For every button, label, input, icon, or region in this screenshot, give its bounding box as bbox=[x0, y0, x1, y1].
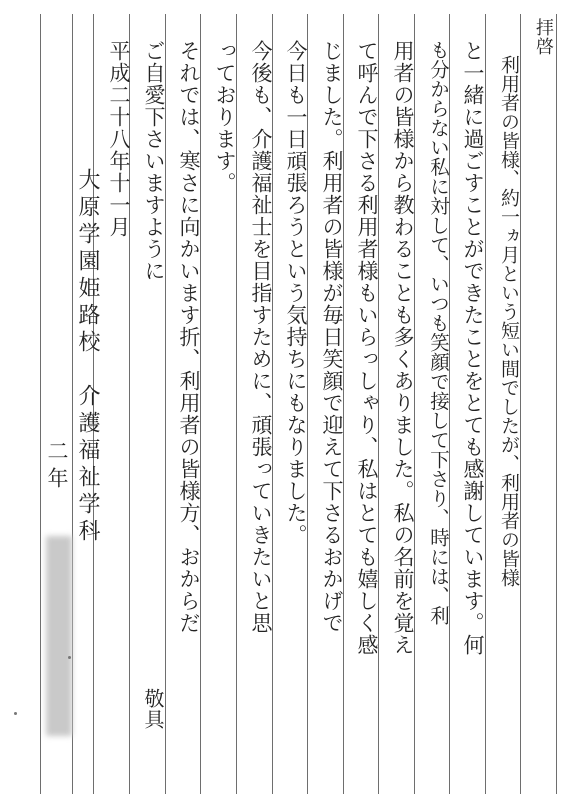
paper-speck bbox=[14, 712, 17, 715]
letter-line: と一緒に過ごすことができたことをとても感謝しています。何 bbox=[461, 40, 485, 656]
letter-line: 今後も、介護福祉士を目指すために、頑張っていきたいと思 bbox=[249, 40, 273, 634]
letter-line: 今日も一日頑張ろうという気持ちにもなりました。 bbox=[284, 40, 308, 546]
paper-speck bbox=[68, 656, 71, 659]
letter-line: 利用者の皆様、約一ヵ月という短い間でしたが、利用者の皆様 bbox=[498, 55, 520, 587]
opening-greeting: 拝啓 bbox=[533, 18, 554, 56]
student-grade: 二年 bbox=[45, 440, 69, 494]
letter-line: も分からない私に対して、いつも笑顔で接して下さり、時には、利 bbox=[427, 40, 450, 625]
letter-date: 平成二十八年十一月 bbox=[107, 40, 131, 238]
rule-line bbox=[556, 14, 557, 794]
letter-line: っております。 bbox=[213, 40, 237, 194]
school-name: 大原学園姫路校 介護福祉学科 bbox=[75, 168, 100, 546]
letter-line: それでは、寒さに向かいます折、利用者の皆様方、おからだ bbox=[177, 40, 201, 634]
letter-line: 用者の皆様から教わることも多くありました。私の名前を覚え bbox=[391, 40, 415, 656]
rule-line bbox=[72, 14, 73, 794]
letter-line: て呼んで下さる利用者様もいらっしゃり、私はとても嬉しく感 bbox=[355, 40, 379, 656]
closing-remark: 敬具 bbox=[141, 688, 165, 730]
rule-line bbox=[40, 14, 41, 794]
letter-line: じました。利用者の皆様が毎日笑顔で迎えて下さるおかげで bbox=[320, 40, 344, 634]
letter-line: ご自愛下さいますように bbox=[142, 40, 166, 282]
redacted-name bbox=[46, 536, 72, 736]
